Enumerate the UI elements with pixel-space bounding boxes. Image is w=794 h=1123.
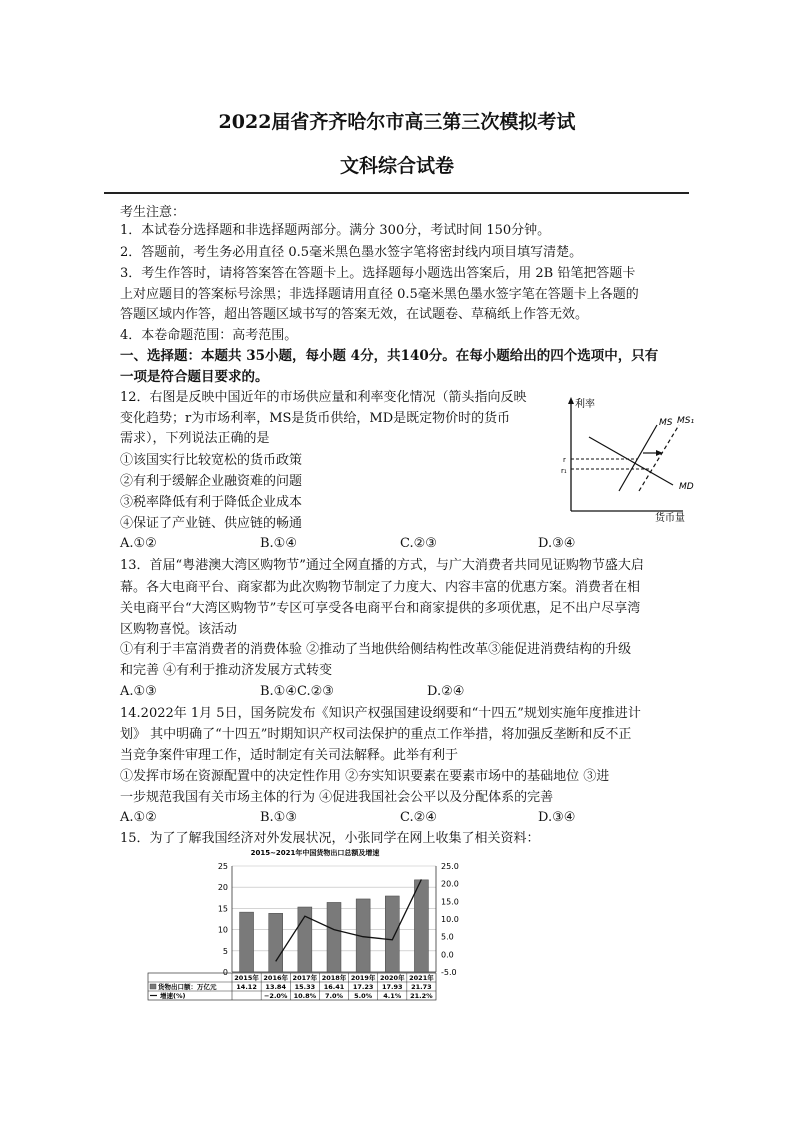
q13-stem: 区购物喜悦。该活动 — [120, 622, 238, 637]
section-heading: 一、选择题：本题共 35小题，每小题 4分，共140分。在每小题给出的四个选项中，只有 — [120, 348, 659, 364]
x-tick-label: 2017年 — [292, 974, 318, 982]
x-tick-label: 2021年 — [409, 974, 434, 982]
q13-statements: ①有利于丰富消费者的消费体验 ②推动了当地供给侧结构性改革③能促进消费结构的升级 — [120, 642, 632, 657]
growth-value-label: 7.0% — [324, 992, 344, 1000]
q12-option-a[interactable]: A.①② — [120, 536, 157, 551]
q12-stem: 需求），下列说法正确的是 — [120, 431, 270, 446]
notice-item: 1．本试卷分选择题和非选择题两部分。满分 300分，考试时间 150分钟。 — [120, 223, 551, 238]
q12-option-b[interactable]: B.①④ — [260, 536, 297, 551]
x-tick-label: 2015年 — [234, 974, 259, 982]
export-value-label: 17.23 — [352, 983, 374, 991]
notice-heading: 考生注意： — [120, 205, 186, 220]
q13-statements: 和完善 ④有利于推动济发展方式转变 — [120, 663, 333, 678]
export-value-label: 15.33 — [294, 983, 316, 991]
q14-statements: ①发挥市场在资源配置中的决定性作用 ②夯实知识要素在要素市场中的基础地位 ③进 — [120, 769, 610, 784]
right-tick-label: 15.0 — [441, 897, 459, 907]
q14-stem: 当竞争案件审理工作，适时制定有关司法解释。此举有利于 — [120, 748, 459, 763]
q12-statement: ①该国实行比较宽松的货币政策 — [120, 453, 303, 468]
export-value-label: 16.41 — [323, 983, 345, 991]
growth-value-label: −2.0% — [263, 992, 288, 1000]
chart-title: 2015~2021年中国货物出口总额及增速 — [250, 849, 380, 857]
bar — [385, 896, 399, 972]
q14-stem: 划》 其中明确了“十四五”时期知识产权司法保护的重点工作举措，将加强反垄断和反不正 — [120, 727, 632, 742]
bar — [327, 902, 341, 972]
q14-option-b[interactable]: B.①③ — [260, 810, 297, 825]
q13-stem: 13．首届“粤港澳大湾区购物节”通过全网直播的方式，与广大消费者共同见证购物节盛大启 — [120, 558, 644, 573]
r-mark: r — [563, 456, 566, 464]
section-heading-cont: 一项是符合题目要求的。 — [120, 369, 269, 385]
notice-item: 3．考生作答时，请将答案答在答题卡上。选择题每小题选出答案后，用 2B 铅笔把答题卡 — [120, 266, 636, 281]
legend-bar-label: 货物出口额：万亿元 — [158, 983, 217, 991]
q14-option-d[interactable]: D.③④ — [538, 810, 576, 825]
notice-item: 答题区域内作答，超出答题区域书写的答案无效，在试题卷、草稿纸上作答无效。 — [120, 307, 589, 322]
ms-label: MS — [659, 418, 673, 428]
money-market-graph — [555, 395, 695, 525]
page-subtitle: 文科综合试卷 — [339, 155, 454, 177]
x-tick-label: 2020年 — [379, 974, 405, 982]
left-tick-label: 5 — [222, 946, 228, 956]
graph-y-label: 利率 — [575, 399, 595, 410]
q13-option-d[interactable]: D.②④ — [427, 684, 465, 699]
md-curve — [589, 437, 673, 485]
right-tick-label: 10.0 — [441, 915, 459, 924]
growth-value-label: 5.0% — [354, 992, 373, 1000]
q13-option-a[interactable]: A.①③ — [120, 684, 157, 699]
q13-stem: 关电商平台“大湾区购物节”专区可享受各电商平台和商家提供的多项优惠，足不出户尽享湾 — [120, 601, 641, 616]
notice-item: 上对应题目的答案标号涂黑；非选择题请用直径 0.5毫米黑色墨水签字笔在答题卡上各题的 — [120, 287, 639, 302]
export-value-label: 17.93 — [382, 983, 403, 991]
export-chart — [140, 846, 490, 1006]
q15-stem: 15．为了了解我国经济对外发展状况，小张同学在网上收集了相关资料： — [120, 831, 540, 846]
legend-line-label: 增速(%) — [160, 992, 186, 1000]
left-tick-label: 25 — [217, 862, 228, 871]
growth-value-label: 4.1% — [383, 992, 402, 1000]
notice-item: 4．本卷命题范围：高考范围。 — [120, 328, 298, 343]
ms1-label: MS₁ — [677, 416, 695, 426]
x-tick-label: 2019年 — [350, 974, 376, 982]
q12-option-c[interactable]: C.②③ — [400, 536, 437, 551]
growth-value-label: 21.2% — [410, 992, 433, 1000]
notice-item: 2．答题前，考生务必用直径 0.5毫米黑色墨水签字笔将密封线内项目填写清楚。 — [120, 245, 583, 260]
q14-statements: 一步规范我国有关市场主体的行为 ④促进我国社会公平以及分配体系的完善 — [120, 790, 554, 805]
x-tick-label: 2016年 — [263, 974, 289, 982]
left-tick-label: 0 — [222, 968, 228, 977]
bar — [240, 912, 254, 972]
q12-statement: ③税率降低有利于降低企业成本 — [120, 495, 303, 510]
right-tick-label: 5.0 — [441, 932, 454, 942]
right-tick-label: 0.0 — [441, 950, 454, 960]
right-tick-label: 20.0 — [441, 879, 459, 889]
q12-stem: 变化趋势；r为市场利率，MS是货币供给，MD是既定物价时的货币 — [120, 411, 511, 426]
q14-option-c[interactable]: C.②④ — [400, 810, 437, 825]
export-value-label: 13.84 — [265, 983, 286, 991]
graph-x-label: 货币量 — [655, 513, 685, 524]
left-tick-label: 15 — [217, 904, 228, 914]
q14-option-a[interactable]: A.①② — [120, 810, 157, 825]
bar — [269, 913, 283, 972]
q13-stem: 幕。各大电商平台、商家都为此次购物节制定了力度大、内容丰富的优惠方案。消费者在相 — [120, 580, 641, 595]
growth-line — [276, 879, 422, 961]
right-tick-label: -5.0 — [441, 968, 457, 977]
ms1-curve — [639, 425, 679, 491]
q13-option-bc[interactable]: B.①④C.②③ — [260, 684, 334, 699]
page-title: 2022届省齐齐哈尔市高三第三次模拟考试 — [218, 111, 576, 133]
q12-option-d[interactable]: D.③④ — [538, 536, 576, 551]
left-tick-label: 20 — [217, 883, 228, 893]
right-arrow-icon — [656, 450, 663, 456]
y-arrow-icon — [568, 397, 574, 404]
q12-statement: ②有利于缓解企业融资难的问题 — [120, 474, 303, 489]
x-tick-label: 2018年 — [321, 974, 347, 982]
right-tick-label: 25.0 — [441, 862, 459, 871]
bar — [414, 880, 428, 972]
legend-bar-swatch — [150, 984, 156, 989]
q12-statement: ④保证了产业链、供应链的畅通 — [120, 516, 303, 531]
md-label: MD — [679, 482, 694, 492]
title-divider — [104, 192, 689, 194]
export-value-label: 21.73 — [411, 983, 432, 991]
r1-mark: r₁ — [561, 467, 567, 475]
export-value-label: 14.12 — [236, 983, 257, 991]
growth-value-label: 10.8% — [293, 992, 317, 1000]
left-tick-label: 10 — [217, 925, 228, 935]
q14-stem: 14.2022年 1月 5日，国务院发布《知识产权强国建设纲要和“十四五”规划实施年度推进计 — [120, 706, 641, 721]
q12-stem: 12．右图是反映中国近年的市场供应量和利率变化情况（箭头指向反映 — [120, 390, 527, 405]
